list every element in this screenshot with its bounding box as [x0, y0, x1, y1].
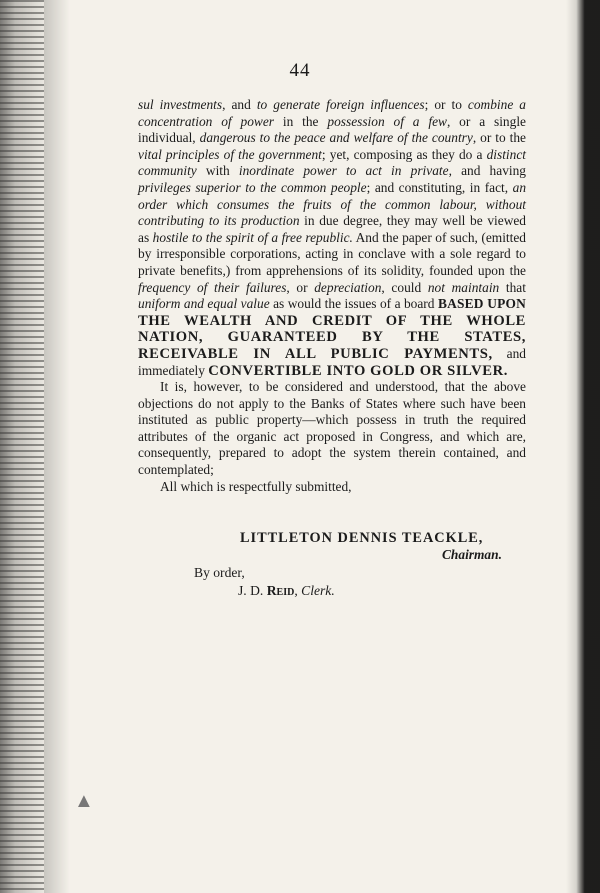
closing-line: All which is respectfully submitted, — [160, 478, 352, 494]
text-run: , or a single individual, — [138, 113, 526, 146]
italic-phrase: sul investments — [138, 97, 223, 112]
text-run: ; and constituting, in fact, — [366, 179, 513, 195]
text-run: ; yet, composing as they do a — [321, 146, 487, 162]
paragraph-1 — [138, 97, 526, 379]
italic-phrase: depreciation — [314, 279, 382, 295]
signer-name: LITTLETON DENNIS TEACKLE, — [240, 530, 484, 546]
italic-phrase: not maintain — [427, 279, 500, 295]
italic-phrase: frequency of their failures — [138, 279, 287, 295]
clerk-signature: J. D. Reid, Clerk. — [238, 583, 335, 598]
text-run: , could — [381, 279, 428, 295]
text-run: And the paper of such, (emitted by irresponsible corporations, acting in conclave with a sole regard to private benefits,) from apprehensions of its solidity, founded upon the — [138, 229, 526, 278]
text-run: , or to the — [472, 130, 526, 146]
italic-phrase: dangerous to the peace and welfare of the country — [199, 130, 473, 146]
scan-smudge-mark: ▲ — [74, 790, 94, 812]
scan-binding-shadow — [0, 0, 44, 893]
italic-phrase: possession of a few — [327, 113, 447, 129]
scan-right-edge — [566, 0, 600, 893]
text-run: ; or to — [424, 97, 468, 112]
signer-title: Chairman. — [442, 547, 502, 562]
italic-phrase: an order which consumes the fruits of the common labour, without contributing to its production — [138, 179, 527, 229]
page-number: 44 — [289, 60, 311, 81]
clerk-title: Clerk. — [301, 583, 335, 598]
body-text — [138, 97, 526, 495]
clerk-initials: J. D. — [238, 583, 264, 598]
text-run: , and having — [448, 163, 526, 179]
italic-phrase: privileges superior to the common people — [138, 179, 367, 195]
paragraph-2: It is, however, to be considered and understood, that the above objections do not apply to the Banks of States where such have been instituted as public property—which possess in truth the required attributes of the organic act proposed in Congress, and which are, consequently, prepared to adopt the system therein contained, and contemplated; — [138, 379, 526, 478]
caps-phrase: BASED UPON — [437, 296, 526, 312]
text-run: in due degree, they may well be viewed as — [138, 213, 526, 245]
italic-phrase: hostile to the spirit of a free republic. — [152, 229, 353, 245]
caps-phrase: THE WEALTH AND CREDIT OF THE WHOLE NATION, GUARANTEED BY THE STATES, RECEIVABLE IN ALL PUBLIC PAYMENTS, — [138, 312, 526, 362]
scan-gutter-shadow — [44, 0, 70, 893]
text-run: , or — [286, 279, 315, 295]
italic-phrase: to generate foreign influences — [256, 97, 425, 112]
text-run: as would the issues of a board — [269, 296, 438, 312]
italic-phrase: vital principles of the government — [138, 146, 322, 162]
italic-phrase: combine a concentration of power — [138, 97, 526, 129]
text-run: with — [196, 163, 239, 179]
text-run: that — [499, 279, 526, 295]
italic-phrase: uniform and equal value — [138, 296, 270, 312]
text-run: and immediately — [138, 345, 526, 378]
by-order-line: By order, — [194, 565, 245, 580]
text-run: in the — [274, 113, 328, 129]
caps-phrase: CONVERTIBLE INTO GOLD OR SILVER. — [208, 362, 508, 379]
italic-phrase: inordinate power to act in private — [238, 163, 449, 179]
clerk-surname: Reid — [266, 583, 295, 598]
text-run: , and — [222, 97, 257, 112]
italic-phrase: distinct community — [138, 146, 527, 179]
